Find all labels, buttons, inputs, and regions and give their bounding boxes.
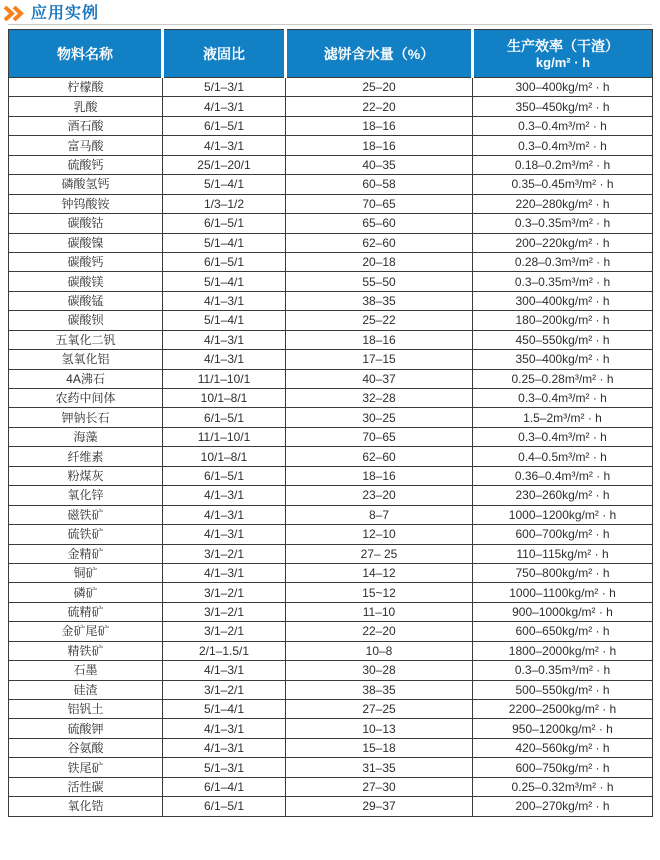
cell-production-efficiency: 0.36–0.4m³/m² · h — [473, 466, 653, 485]
table-row — [9, 214, 653, 233]
cell-production-efficiency: 950–1200kg/m² · h — [473, 719, 653, 738]
cell-material: 氧化锌 — [9, 486, 163, 505]
cell-material: 谷氨酸 — [9, 738, 163, 757]
cell-material: 酒石酸 — [9, 116, 163, 135]
table-row — [9, 447, 653, 466]
cell-cake-moisture: 62–60 — [286, 447, 473, 466]
cell-production-efficiency: 0.3–0.35m³/m² · h — [473, 214, 653, 233]
section-title-bar — [0, 0, 660, 22]
table-row — [9, 330, 653, 349]
cell-material: 磷酸氢钙 — [9, 175, 163, 194]
cell-cake-moisture: 22–20 — [286, 622, 473, 641]
cell-production-efficiency: 1000–1100kg/m² · h — [473, 583, 653, 602]
table-row — [9, 369, 653, 388]
cell-liquid-solid-ratio: 3/1–2/1 — [163, 583, 286, 602]
cell-cake-moisture: 40–35 — [286, 155, 473, 174]
cell-production-efficiency: 0.3–0.4m³/m² · h — [473, 116, 653, 135]
cell-liquid-solid-ratio: 4/1–3/1 — [163, 738, 286, 757]
cell-liquid-solid-ratio: 3/1–2/1 — [163, 680, 286, 699]
cell-cake-moisture: 70–65 — [286, 194, 473, 213]
cell-production-efficiency: 600–650kg/m² · h — [473, 622, 653, 641]
table-row — [9, 116, 653, 135]
cell-production-efficiency: 220–280kg/m² · h — [473, 194, 653, 213]
cell-liquid-solid-ratio: 6/1–5/1 — [163, 466, 286, 485]
table-row — [9, 466, 653, 485]
table-row — [9, 252, 653, 271]
table-row — [9, 622, 653, 641]
cell-liquid-solid-ratio: 10/1–8/1 — [163, 447, 286, 466]
cell-material: 碳酸钡 — [9, 311, 163, 330]
cell-liquid-solid-ratio: 2/1–1.5/1 — [163, 641, 286, 660]
cell-production-efficiency: 0.3–0.4m³/m² · h — [473, 427, 653, 446]
cell-production-efficiency: 420–560kg/m² · h — [473, 738, 653, 757]
cell-production-efficiency: 110–115kg/m² · h — [473, 544, 653, 563]
cell-production-efficiency: 600–700kg/m² · h — [473, 525, 653, 544]
table-row — [9, 78, 653, 97]
cell-material: 五氧化二钒 — [9, 330, 163, 349]
table-row — [9, 389, 653, 408]
cell-production-efficiency: 1.5–2m³/m² · h — [473, 408, 653, 427]
cell-material: 硫酸钾 — [9, 719, 163, 738]
cell-material: 石墨 — [9, 661, 163, 680]
table-row — [9, 194, 653, 213]
table-row — [9, 233, 653, 252]
cell-cake-moisture: 15~12 — [286, 583, 473, 602]
cell-liquid-solid-ratio: 4/1–3/1 — [163, 563, 286, 582]
table-row — [9, 505, 653, 524]
cell-material: 金精矿 — [9, 544, 163, 563]
cell-cake-moisture: 38–35 — [286, 680, 473, 699]
cell-liquid-solid-ratio: 5/1–4/1 — [163, 700, 286, 719]
cell-cake-moisture: 70–65 — [286, 427, 473, 446]
double-chevron-icon — [3, 6, 25, 21]
cell-liquid-solid-ratio: 5/1–3/1 — [163, 758, 286, 777]
cell-material: 磷矿 — [9, 583, 163, 602]
cell-cake-moisture: 30–25 — [286, 408, 473, 427]
cell-production-efficiency: 1000–1200kg/m² · h — [473, 505, 653, 524]
cell-production-efficiency: 0.3–0.4m³/m² · h — [473, 136, 653, 155]
cell-cake-moisture: 38–35 — [286, 291, 473, 310]
table-body — [9, 78, 653, 817]
cell-production-efficiency: 2200–2500kg/m² · h — [473, 700, 653, 719]
table-row — [9, 175, 653, 194]
cell-material: 乳酸 — [9, 97, 163, 116]
cell-material: 钾钠长石 — [9, 408, 163, 427]
cell-material: 铜矿 — [9, 563, 163, 582]
cell-cake-moisture: 18–16 — [286, 330, 473, 349]
cell-production-efficiency: 300–400kg/m² · h — [473, 78, 653, 97]
table-row — [9, 641, 653, 660]
title-divider — [8, 24, 652, 25]
table-row — [9, 797, 653, 816]
cell-production-efficiency: 0.18–0.2m³/m² · h — [473, 155, 653, 174]
cell-material: 精铁矿 — [9, 641, 163, 660]
table-row — [9, 563, 653, 582]
cell-production-efficiency: 230–260kg/m² · h — [473, 486, 653, 505]
cell-cake-moisture: 25–22 — [286, 311, 473, 330]
cell-liquid-solid-ratio: 3/1–2/1 — [163, 622, 286, 641]
table-row — [9, 136, 653, 155]
cell-material: 农药中间体 — [9, 389, 163, 408]
cell-production-efficiency: 0.4–0.5m³/m² · h — [473, 447, 653, 466]
cell-cake-moisture: 14–12 — [286, 563, 473, 582]
cell-production-efficiency: 350–400kg/m² · h — [473, 350, 653, 369]
table-row — [9, 758, 653, 777]
table-row — [9, 602, 653, 621]
cell-cake-moisture: 29–37 — [286, 797, 473, 816]
cell-material: 金矿尾矿 — [9, 622, 163, 641]
cell-production-efficiency: 180–200kg/m² · h — [473, 311, 653, 330]
table-row — [9, 486, 653, 505]
cell-cake-moisture: 22–20 — [286, 97, 473, 116]
header-cake-moisture: 滤饼含水量（%） — [286, 30, 473, 78]
cell-cake-moisture: 65–60 — [286, 214, 473, 233]
cell-liquid-solid-ratio: 4/1–3/1 — [163, 330, 286, 349]
cell-material: 纤维素 — [9, 447, 163, 466]
cell-cake-moisture: 15–18 — [286, 738, 473, 757]
cell-material: 硅渣 — [9, 680, 163, 699]
table-row — [9, 155, 653, 174]
cell-production-efficiency: 300–400kg/m² · h — [473, 291, 653, 310]
table-row — [9, 583, 653, 602]
cell-liquid-solid-ratio: 4/1–3/1 — [163, 505, 286, 524]
cell-material: 碳酸钙 — [9, 252, 163, 271]
cell-liquid-solid-ratio: 4/1–3/1 — [163, 97, 286, 116]
table-row — [9, 350, 653, 369]
cell-liquid-solid-ratio: 5/1–4/1 — [163, 233, 286, 252]
cell-cake-moisture: 18–16 — [286, 466, 473, 485]
cell-material: 硫精矿 — [9, 602, 163, 621]
cell-cake-moisture: 27– 25 — [286, 544, 473, 563]
cell-cake-moisture: 23–20 — [286, 486, 473, 505]
cell-cake-moisture: 30–28 — [286, 661, 473, 680]
header-liquid-solid-ratio: 液固比 — [163, 30, 286, 78]
cell-cake-moisture: 12–10 — [286, 525, 473, 544]
cell-material: 氢氧化铝 — [9, 350, 163, 369]
cell-production-efficiency: 750–800kg/m² · h — [473, 563, 653, 582]
cell-production-efficiency: 600–750kg/m² · h — [473, 758, 653, 777]
cell-liquid-solid-ratio: 6/1–5/1 — [163, 214, 286, 233]
cell-production-efficiency: 1800–2000kg/m² · h — [473, 641, 653, 660]
cell-liquid-solid-ratio: 4/1–3/1 — [163, 486, 286, 505]
table-row — [9, 719, 653, 738]
cell-liquid-solid-ratio: 5/1–4/1 — [163, 272, 286, 291]
cell-material: 碳酸锰 — [9, 291, 163, 310]
cell-liquid-solid-ratio: 25/1–20/1 — [163, 155, 286, 174]
cell-liquid-solid-ratio: 4/1–3/1 — [163, 350, 286, 369]
cell-liquid-solid-ratio: 1/3–1/2 — [163, 194, 286, 213]
cell-cake-moisture: 10–8 — [286, 641, 473, 660]
cell-cake-moisture: 27–25 — [286, 700, 473, 719]
cell-production-efficiency: 500–550kg/m² · h — [473, 680, 653, 699]
cell-production-efficiency: 0.35–0.45m³/m² · h — [473, 175, 653, 194]
cell-liquid-solid-ratio: 5/1–4/1 — [163, 311, 286, 330]
cell-production-efficiency: 200–270kg/m² · h — [473, 797, 653, 816]
application-examples-table — [8, 29, 653, 817]
cell-liquid-solid-ratio: 11/1–10/1 — [163, 369, 286, 388]
table-row — [9, 408, 653, 427]
cell-production-efficiency: 0.3–0.4m³/m² · h — [473, 389, 653, 408]
cell-cake-moisture: 40–37 — [286, 369, 473, 388]
cell-production-efficiency: 0.25–0.32m³/m² · h — [473, 777, 653, 796]
cell-material: 铝钒土 — [9, 700, 163, 719]
cell-material: 氧化锆 — [9, 797, 163, 816]
cell-cake-moisture: 8–7 — [286, 505, 473, 524]
cell-material: 柠檬酸 — [9, 78, 163, 97]
table-header — [9, 30, 653, 78]
cell-production-efficiency: 0.3–0.35m³/m² · h — [473, 661, 653, 680]
cell-cake-moisture: 55–50 — [286, 272, 473, 291]
table-row — [9, 680, 653, 699]
cell-cake-moisture: 32–28 — [286, 389, 473, 408]
cell-cake-moisture: 20–18 — [286, 252, 473, 271]
cell-liquid-solid-ratio: 4/1–3/1 — [163, 719, 286, 738]
cell-cake-moisture: 27–30 — [286, 777, 473, 796]
table-row — [9, 272, 653, 291]
cell-liquid-solid-ratio: 6/1–5/1 — [163, 116, 286, 135]
cell-material: 碳酸钴 — [9, 214, 163, 233]
cell-material: 活性碳 — [9, 777, 163, 796]
cell-liquid-solid-ratio: 5/1–4/1 — [163, 175, 286, 194]
cell-cake-moisture: 17–15 — [286, 350, 473, 369]
page-title: 应用实例 — [31, 4, 100, 22]
cell-liquid-solid-ratio: 6/1–5/1 — [163, 408, 286, 427]
table-row — [9, 311, 653, 330]
cell-production-efficiency: 450–550kg/m² · h — [473, 330, 653, 349]
table-row — [9, 525, 653, 544]
table-row — [9, 700, 653, 719]
header-production-efficiency — [473, 30, 653, 78]
table-row — [9, 777, 653, 796]
cell-liquid-solid-ratio: 3/1–2/1 — [163, 544, 286, 563]
cell-cake-moisture: 31–35 — [286, 758, 473, 777]
cell-cake-moisture: 60–58 — [286, 175, 473, 194]
cell-material: 铁尾矿 — [9, 758, 163, 777]
table-row — [9, 427, 653, 446]
cell-liquid-solid-ratio: 10/1–8/1 — [163, 389, 286, 408]
cell-production-efficiency: 0.28–0.3m³/m² · h — [473, 252, 653, 271]
cell-liquid-solid-ratio: 6/1–4/1 — [163, 777, 286, 796]
table-row — [9, 97, 653, 116]
cell-material: 碳酸镍 — [9, 233, 163, 252]
cell-liquid-solid-ratio: 4/1–3/1 — [163, 661, 286, 680]
cell-liquid-solid-ratio: 3/1–2/1 — [163, 602, 286, 621]
cell-liquid-solid-ratio: 4/1–3/1 — [163, 291, 286, 310]
cell-cake-moisture: 18–16 — [286, 116, 473, 135]
cell-cake-moisture: 18–16 — [286, 136, 473, 155]
cell-liquid-solid-ratio: 5/1–3/1 — [163, 78, 286, 97]
cell-liquid-solid-ratio: 6/1–5/1 — [163, 252, 286, 271]
cell-cake-moisture: 11–10 — [286, 602, 473, 621]
table-row — [9, 544, 653, 563]
cell-production-efficiency: 0.25–0.28m³/m² · h — [473, 369, 653, 388]
cell-cake-moisture: 25–20 — [286, 78, 473, 97]
cell-material: 海藻 — [9, 427, 163, 446]
cell-material: 磁铁矿 — [9, 505, 163, 524]
header-row — [9, 30, 653, 78]
cell-liquid-solid-ratio: 6/1–5/1 — [163, 797, 286, 816]
table-row — [9, 738, 653, 757]
cell-material: 粉煤灰 — [9, 466, 163, 485]
cell-material: 钟钨酸铵 — [9, 194, 163, 213]
header-production-efficiency-unit: kg/m² · h — [535, 54, 591, 70]
cell-material: 碳酸镁 — [9, 272, 163, 291]
cell-cake-moisture: 62–60 — [286, 233, 473, 252]
cell-material: 4A沸石 — [9, 369, 163, 388]
cell-liquid-solid-ratio: 11/1–10/1 — [163, 427, 286, 446]
table-row — [9, 291, 653, 310]
cell-production-efficiency: 0.3–0.35m³/m² · h — [473, 272, 653, 291]
cell-material: 硫铁矿 — [9, 525, 163, 544]
cell-production-efficiency: 350–450kg/m² · h — [473, 97, 653, 116]
cell-liquid-solid-ratio: 4/1–3/1 — [163, 136, 286, 155]
cell-production-efficiency: 900–1000kg/m² · h — [473, 602, 653, 621]
cell-liquid-solid-ratio: 4/1–3/1 — [163, 525, 286, 544]
cell-material: 富马酸 — [9, 136, 163, 155]
cell-cake-moisture: 10–13 — [286, 719, 473, 738]
header-material: 物料名称 — [9, 30, 163, 78]
header-production-efficiency-label: 生产效率（干渣） — [507, 37, 619, 54]
table-row — [9, 661, 653, 680]
cell-material: 硫酸钙 — [9, 155, 163, 174]
cell-production-efficiency: 200–220kg/m² · h — [473, 233, 653, 252]
